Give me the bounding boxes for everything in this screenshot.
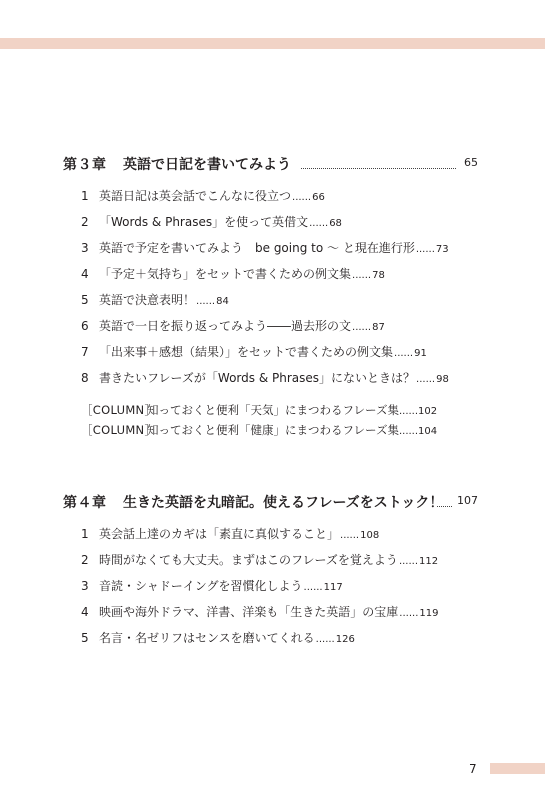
entry-number: 1 <box>81 527 89 541</box>
entry-title: 書きたいフレーズが「Words & Phrases」にないときは？ <box>99 371 416 385</box>
entry-title: 「予定＋気持ち」をセットで書くための例文集 <box>99 267 352 281</box>
entry-title: 英語で決意表明！ <box>99 293 196 307</box>
entry-leader: ...... <box>352 270 372 281</box>
entry-leader: ...... <box>292 192 312 203</box>
entry-number: 4 <box>81 267 89 281</box>
entry-page-number: 87 <box>372 322 385 333</box>
entry-number: 8 <box>81 371 89 385</box>
entry-page-number: 73 <box>435 244 449 255</box>
toc-entry[interactable] <box>81 525 545 551</box>
chapter-4 <box>0 488 545 655</box>
dot-leader <box>301 168 456 169</box>
entry-page-number: 98 <box>436 374 449 385</box>
chapter-4-heading[interactable] <box>63 488 478 514</box>
toc-entry[interactable] <box>81 187 545 213</box>
chapter-3-heading[interactable] <box>63 150 478 176</box>
entry-page-number: 112 <box>419 556 439 567</box>
toc-entry[interactable] <box>81 213 545 239</box>
entry-number: 1 <box>81 189 89 203</box>
column-page-number: 102 <box>418 406 438 417</box>
column-entry[interactable] <box>81 422 545 442</box>
entry-leader: ...... <box>394 348 414 359</box>
entry-number: 5 <box>81 293 89 307</box>
toc-entry[interactable] <box>81 577 545 603</box>
entry-number: 2 <box>81 215 89 229</box>
entry-page-number: 91 <box>414 348 427 359</box>
chapter-title: 生きた英語を丸暗記。使えるフレーズをストック！ <box>123 495 444 511</box>
toc-entry[interactable] <box>81 291 545 317</box>
toc-entry[interactable] <box>81 551 545 577</box>
toc-entry[interactable] <box>81 343 545 369</box>
toc-entry[interactable] <box>81 317 545 343</box>
entry-page-number: 78 <box>372 270 385 281</box>
entry-title: 音読・シャドーイングを習慣化しよう <box>99 579 303 593</box>
entry-leader: ...... <box>340 530 360 541</box>
entry-page-number: 84 <box>216 296 229 307</box>
entry-number: 3 <box>81 241 89 255</box>
entry-title: 時間がなくても大丈夫。まずはこのフレーズを覚えよう <box>99 553 398 567</box>
entry-leader: ...... <box>399 608 419 619</box>
entry-title: 英語日記は英会話でこんなに役立つ <box>99 189 292 203</box>
chapter-3 <box>0 150 545 442</box>
dot-leader <box>437 506 452 507</box>
toc-entry[interactable] <box>81 629 545 655</box>
column-tag: ［COLUMN］ <box>81 403 157 417</box>
entry-number: 3 <box>81 579 89 593</box>
entry-page-number: 119 <box>419 608 439 619</box>
entry-leader: ...... <box>303 582 323 593</box>
entry-leader: ...... <box>315 634 335 645</box>
entry-leader: ...... <box>416 374 436 385</box>
entry-number: 6 <box>81 319 89 333</box>
entry-number: 5 <box>81 631 89 645</box>
chapter-3-entries <box>81 187 545 395</box>
entry-title: 「Words & Phrases」を使って英借文 <box>99 215 309 229</box>
entry-title: 映画や海外ドラマ、洋書、洋楽も「生きた英語」の宝庫 <box>99 605 399 619</box>
column-leader: ...... <box>398 426 419 437</box>
toc-entry[interactable] <box>81 265 545 291</box>
entry-number: 4 <box>81 605 89 619</box>
chapter-number: 第３章 <box>63 157 107 173</box>
toc-entry[interactable] <box>81 369 545 395</box>
entry-title: 英会話上達のカギは「素直に真似すること」 <box>99 527 340 541</box>
column-entry[interactable] <box>81 402 545 422</box>
column-title: 知っておくと便利「天気」にまつわるフレーズ集 <box>147 403 399 417</box>
column-list <box>81 402 545 442</box>
entry-leader: ...... <box>309 218 329 229</box>
toc-entry[interactable] <box>81 239 545 265</box>
entry-leader: ...... <box>415 244 435 255</box>
column-title: 知っておくと便利「健康」にまつわるフレーズ集 <box>147 423 399 437</box>
entry-title: 英語で予定を書いてみよう be going to ～ と現在進行形 <box>99 241 415 255</box>
entry-page-number: 68 <box>329 218 342 229</box>
entry-page-number: 66 <box>312 192 325 203</box>
column-tag: ［COLUMN］ <box>81 423 157 437</box>
entry-title: 「出来事＋感想（結果）」をセットで書くための例文集 <box>99 345 394 359</box>
entry-page-number: 108 <box>360 530 380 541</box>
entry-leader: ...... <box>398 556 419 567</box>
page-number: 7 <box>469 762 477 776</box>
entry-number: 2 <box>81 553 89 567</box>
bottom-accent-band <box>490 763 545 774</box>
entry-title: 名言・名ゼリフはセンスを磨いてくれる <box>99 631 315 645</box>
chapter-number: 第４章 <box>63 495 107 511</box>
entry-page-number: 126 <box>335 634 355 645</box>
chapter-title: 英語で日記を書いてみよう <box>123 157 291 173</box>
entry-title: 英語で一日を振り返ってみよう――過去形の文 <box>99 319 352 333</box>
chapter-4-entries <box>81 525 545 655</box>
column-page-number: 104 <box>418 426 438 437</box>
column-leader: ...... <box>398 406 419 417</box>
entry-leader: ...... <box>196 296 216 307</box>
entry-leader: ...... <box>352 322 372 333</box>
top-accent-band <box>0 38 545 49</box>
chapter-page-number: 65 <box>464 156 478 169</box>
entry-page-number: 117 <box>323 582 343 593</box>
chapter-page-number: 107 <box>457 494 478 507</box>
toc-entry[interactable] <box>81 603 545 629</box>
entry-number: 7 <box>81 345 89 359</box>
